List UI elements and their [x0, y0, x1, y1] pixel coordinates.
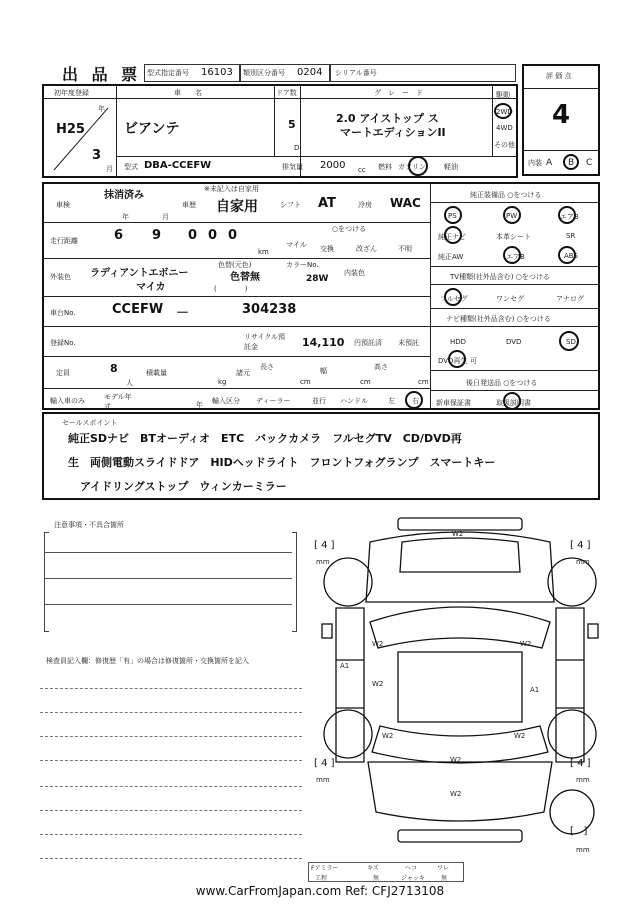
car-name: ビアンテ: [124, 121, 180, 137]
interior-grade-circle: [563, 154, 579, 170]
car-damage-diagram: [306, 512, 612, 872]
equip-airbag2: エアB: [506, 253, 525, 261]
model-no-cell: 型式指定番号 16103: [144, 64, 240, 82]
caution-label: 注意事項・不具合箇所: [54, 521, 124, 529]
mark-left-rear: W2: [382, 732, 394, 740]
rear-bumper: [398, 830, 522, 842]
score-box: 評 価 点 4 内装 A B C: [522, 64, 600, 176]
equip-airbag: エアB: [560, 213, 579, 221]
sales-line-1: 純正SDナビ BTオーディオ ETC バックカメラ フルセグTV CD/DVD再: [68, 432, 462, 445]
equip-aw: 純正AW: [438, 253, 464, 261]
displacement: 2000: [320, 160, 346, 171]
mark-hood-left: W2: [372, 640, 384, 648]
grade-line2: マートエディションII: [340, 126, 446, 139]
equip-sr: SR: [566, 232, 576, 240]
sheet-title: 出 品 票: [62, 65, 142, 84]
sales-points-block: セールスポイント 純正SDナビ BTオーディオ ETC バックカメラ フルセグTV CD/DVD再 生 両側電動スライドドア HIDヘッドライト フロントフォグランプ スマートキー アイドリングストップ ウィンカーミラー: [42, 412, 600, 500]
vehicle-inspection: 抹消済み: [104, 190, 144, 201]
tire-depth-fr: [ 4 ]: [570, 540, 591, 551]
wheel-rear-right: [548, 710, 596, 758]
class-no: 0204: [297, 67, 323, 78]
equip-navi: 純正ナビ: [438, 233, 466, 241]
equip-leather: 本革シート: [496, 233, 531, 241]
wheel-front-left: [324, 558, 372, 606]
fuel-circle: [408, 156, 428, 176]
left-side: [336, 608, 364, 762]
equip-pw: PW: [506, 212, 518, 220]
chassis-prefix: CCEFW: [112, 302, 164, 317]
doors: 5: [288, 118, 296, 131]
legend-table: Fアミラー キズ ヘコ ワレ 工程 無 ジャッキ 無: [308, 862, 464, 882]
tire-depth-rr: [ 4 ]: [570, 758, 591, 769]
handle-right-circle: [405, 391, 423, 409]
exterior-color: ラディアントエボニー: [90, 268, 189, 279]
mark-left-w2: W2: [372, 680, 384, 688]
sales-line-2: 生 両側電動スライドドア HIDヘッドライト フロントフォグランプ スマートキー: [68, 456, 496, 469]
usage: 自家用: [216, 199, 258, 215]
mark-hood-right: W2: [520, 640, 532, 648]
mark-right-a1: A1: [530, 686, 540, 694]
mark-right-rear: W2: [514, 732, 526, 740]
serial-cell: シリアル番号: [330, 64, 516, 82]
class-no-cell: 類別区分番号 0204: [240, 64, 330, 82]
first-reg-month: 3: [92, 148, 102, 163]
color-change: 色替無: [230, 272, 260, 283]
footer-watermark: www.CarFromJapan.com Ref: CFJ2713108: [195, 884, 445, 898]
equip-ps: PS: [448, 212, 457, 220]
wheel-rear-left: [324, 710, 372, 758]
vehicle-info-block: 初年度登録 年 H25 3 月 車 名 ビアンテ ドア数 5 D グ レ ー ド 2.0 アイストップ ス マートエディションII 駆動 2WD 4WD その他 型式 DBA-CCEFW 排気量 2000 cc 燃料 ガソリン 軽油: [42, 84, 518, 178]
first-reg-year: H25: [56, 122, 85, 137]
color-no: 28W: [306, 274, 329, 284]
model-no: 16103: [201, 67, 233, 78]
mark-rear: W2: [450, 790, 462, 798]
drive-2wd-circle: [494, 103, 512, 119]
right-side: [556, 608, 584, 762]
hood: [366, 532, 554, 602]
grade-line1: 2.0 アイストップ ス: [336, 112, 439, 125]
mark-left-a1: A1: [340, 662, 350, 670]
score-value: 4: [552, 100, 571, 130]
inspector-label: 検査員記入欄：修復歴「有」の場合は修復箇所・交換箇所を記入: [46, 657, 249, 665]
equip-abs: ABS: [564, 252, 578, 260]
mark-front: W2: [452, 530, 464, 538]
tire-depth-rl: [ 4 ]: [314, 758, 335, 769]
spare-bracket: [ ]: [570, 826, 588, 837]
recycle-fee: 14,110: [302, 336, 345, 349]
tire-depth-fl: [ 4 ]: [314, 540, 335, 551]
roof: [398, 652, 522, 722]
capacity: 8: [110, 362, 118, 375]
chassis-no: 304238: [242, 302, 297, 317]
mark-rear-window: W2: [450, 756, 462, 764]
front-bumper: [398, 518, 522, 530]
sales-line-3: アイドリングストップ ウィンカーミラー: [80, 480, 287, 493]
shift: AT: [318, 196, 336, 211]
exterior-color-2: マイカ: [136, 282, 166, 293]
model-type: DBA-CCEFW: [144, 160, 212, 171]
ac: WAC: [390, 196, 421, 210]
